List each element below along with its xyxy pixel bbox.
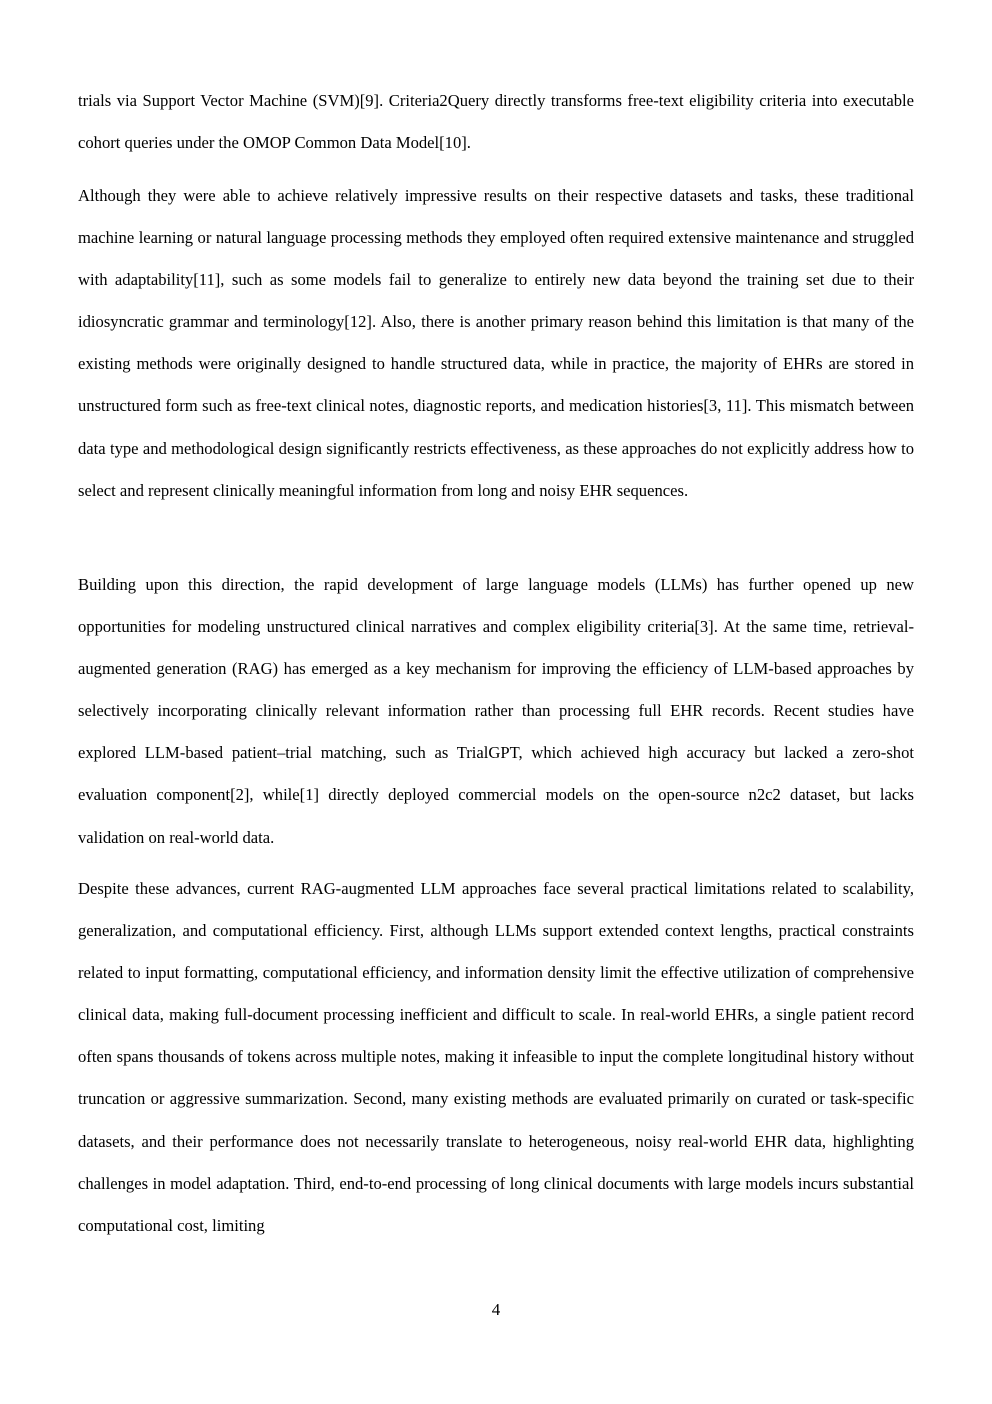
page-number: 4	[491, 1300, 501, 1319]
paragraph-traditional-methods-limitations: Although they were able to achieve relatively impressive results on their respective datasets and tasks, these traditional machine learning or natural language processing methods they employed often required extensive maintenance and struggled with adaptability[11], such as some models fail to generalize to entirely new data beyond the training set due to their idiosyncratic grammar and terminology[12]. Also, there is another primary reason behind this limitation is that many of the existing methods were originally designed to handle structured data, while in practice, the majority of EHRs are stored in unstructured form such as free-text clinical notes, diagnostic reports, and medication histories[3, 11]. This mismatch between data type and methodological design significantly restricts effectiveness, as these approaches do not explicitly address how to select and represent clinically meaningful information from long and noisy EHR sequences.	[78, 186, 914, 500]
paragraph-llm-rag-development: Building upon this direction, the rapid development of large language models (LLMs) has further opened up new opportunities for modeling unstructured clinical narratives and complex eligibility criteria[3]. At the same time, retrieval-augmented generation (RAG) has emerged as a key mechanism for improving the efficiency of LLM-based approaches by selectively incorporating clinically relevant information rather than processing full EHR records. Recent studies have explored LLM-based patient–trial matching, such as TrialGPT, which achieved high accuracy but lacked a zero-shot evaluation component[2], while[1] directly deployed commercial models on the open-source n2c2 dataset, but lacks validation on real-world data.	[78, 575, 914, 847]
paragraph-svm-criteria2query: trials via Support Vector Machine (SVM)[9]. Criteria2Query directly transforms free-text eligibility criteria into executable cohort queries under the OMOP Common Data Model[10].	[78, 91, 914, 153]
paragraph-rag-llm-limitations: Despite these advances, current RAG-augmented LLM approaches face several practical limitations related to scalability, generalization, and computational efficiency. First, although LLMs support extended context lengths, practical constraints related to input formatting, computational efficiency, and information density limit the effective utilization of comprehensive clinical data, making full-document processing inefficient and difficult to scale. In real-world EHRs, a single patient record often spans thousands of tokens across multiple notes, making it infeasible to input the complete longitudinal history without truncation or aggressive summarization. Second, many existing methods are evaluated primarily on curated or task-specific datasets, and their performance does not necessarily translate to heterogeneous, noisy real-world EHR data, highlighting challenges in model adaptation. Third, end-to-end processing of long clinical documents with large models incurs substantial computational cost, limiting	[78, 879, 914, 1235]
